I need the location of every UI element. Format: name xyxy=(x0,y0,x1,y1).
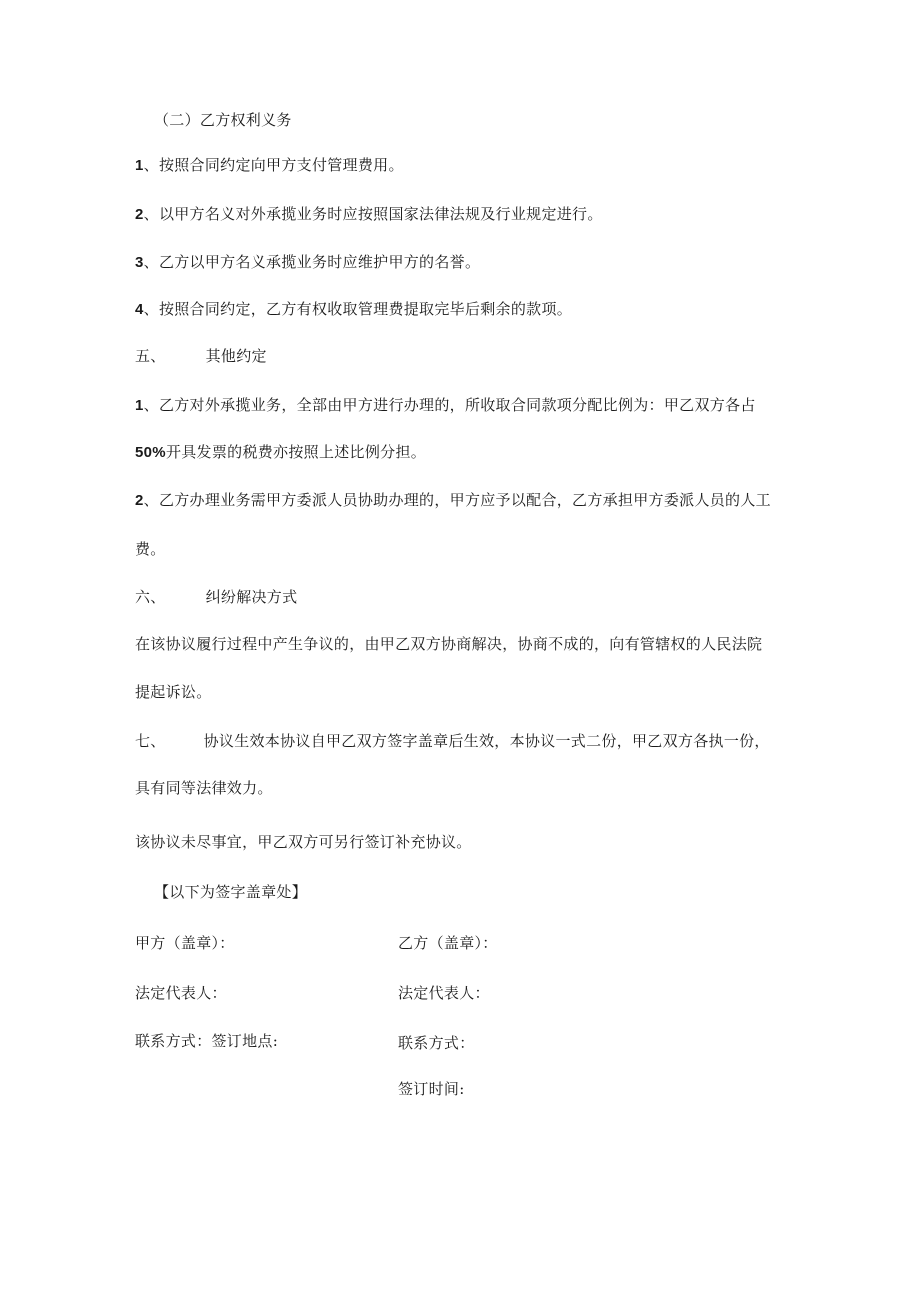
duty-item-4 xyxy=(135,299,572,320)
item-text: 、乙方办理业务需甲方委派人员协助办理的，甲方应予以配合，乙方承担甲方委派人员的人工 xyxy=(143,491,771,509)
item-number: 50% xyxy=(135,444,166,461)
duty-item-1 xyxy=(135,155,404,176)
item-text: 、按照合同约定，乙方有权收取管理费提取完毕后剩余的款项。 xyxy=(143,300,573,318)
party-a-representative-label: 法定代表人： xyxy=(135,984,227,1002)
section-two-title: （二）乙方权利义务 xyxy=(154,111,292,129)
signature-heading: 【以下为签字盖章处】 xyxy=(154,883,308,901)
section-index: 七、 xyxy=(135,732,166,750)
item-number: 3 xyxy=(135,254,144,271)
section-seven-heading xyxy=(135,731,770,751)
party-b-representative-label: 法定代表人： xyxy=(398,984,490,1002)
item-text: 、乙方以甲方名义承揽业务时应维护甲方的名誉。 xyxy=(143,253,481,271)
party-b-seal-label: 乙方（盖章）： xyxy=(398,934,498,952)
item-number: 1 xyxy=(135,397,144,414)
section-index: 五、 xyxy=(135,347,166,365)
item-text: 、按照合同约定向甲方支付管理费用。 xyxy=(143,156,404,174)
signing-time-label: 签订时间: xyxy=(398,1080,465,1098)
other-item-2 xyxy=(135,490,771,511)
section-text: 协议生效本协议自甲乙双方签字盖章后生效，本协议一式二份，甲乙双方各执一份， xyxy=(203,732,770,750)
section-six-heading xyxy=(135,587,297,607)
section-index: 六、 xyxy=(135,588,166,606)
supplement-text: 该协议未尽事宜，甲乙双方可另行签订补充协议。 xyxy=(135,833,472,851)
party-a-contact-label: 联系方式：签订地点: xyxy=(135,1032,279,1050)
dispute-text-line-2: 提起诉讼。 xyxy=(135,683,212,701)
party-a-seal-label: 甲方（盖章）： xyxy=(135,934,235,952)
section-five-heading xyxy=(135,346,267,366)
item-number: 2 xyxy=(135,206,144,223)
section-title: 纠纷解决方式 xyxy=(205,588,298,606)
item-number: 2 xyxy=(135,492,144,509)
dispute-text-line-1: 在该协议履行过程中产生争议的，由甲乙双方协商解决，协商不成的，向有管辖权的人民法院 xyxy=(135,635,763,653)
item-number: 4 xyxy=(135,301,144,318)
other-item-1-continued xyxy=(135,442,426,463)
duty-item-2 xyxy=(135,204,603,225)
section-seven-continued: 具有同等法律效力。 xyxy=(135,779,273,797)
item-text: 开具发票的税费亦按照上述比例分担。 xyxy=(165,443,427,461)
other-item-1 xyxy=(135,395,756,416)
item-number: 1 xyxy=(135,157,144,174)
duty-item-3 xyxy=(135,252,480,273)
section-title: 其他约定 xyxy=(205,347,267,365)
item-text: 、乙方对外承揽业务，全部由甲方进行办理的，所收取合同款项分配比例为：甲乙双方各占 xyxy=(143,396,756,414)
party-b-contact-label: 联系方式： xyxy=(398,1034,475,1052)
other-item-2-continued: 费。 xyxy=(135,540,166,558)
item-text: 、以甲方名义对外承揽业务时应按照国家法律法规及行业规定进行。 xyxy=(143,205,603,223)
